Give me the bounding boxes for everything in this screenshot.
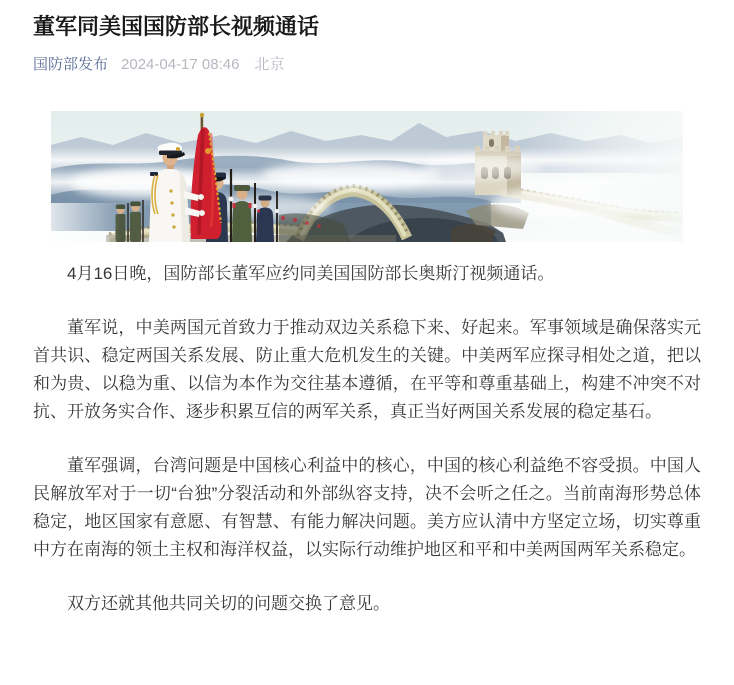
publish-location: 北京 (254, 55, 285, 73)
right-fade (521, 111, 683, 242)
paragraph-1: 4月16日晚，国防部长董军应约同美国国防部长奥斯汀视频通话。 (67, 263, 555, 283)
source-link[interactable]: 国防部发布 (33, 55, 109, 73)
paragraph-3: 董军强调，台湾问题是中国核心利益中的核心，中国的核心利益绝不容受损。中国人民解放军对于一切“台独”分裂活动和外部纵容支持，决不会听之任之。当前南海形势总体稳定，地区国家有意愿、有智慧、有能力解决问题。美方应认清中方坚定立场，切实尊重中方在南海的领土主权和海洋权益，以实际行动维护地区和平和中美两国两军关系稳定。 (33, 455, 701, 559)
article-title: 董军同美国国防部长视频通话 (33, 14, 320, 39)
paragraph-2: 董军说，中美两国元首致力于推动双边关系稳下来、好起来。军事领域是确保落实元首共识、稳定两国关系发展、防止重大危机发生的关键。中美两军应探寻相处之道，把以和为贵、以稳为重、以信为本作为交往基本遵循，在平等和尊重基础上，构建不冲突不对抗、开放务实合作、逐步积累互信的两军关系，真正当好两国关系发展的稳定基石。 (33, 317, 701, 421)
publish-time: 2024-04-17 08:46 (121, 55, 240, 73)
article-body (33, 260, 701, 618)
paragraph-4: 双方还就其他共同关切的问题交换了意见。 (67, 593, 390, 613)
banner-image[interactable] (51, 111, 683, 242)
left-fade (51, 203, 121, 242)
article-meta (33, 54, 701, 75)
